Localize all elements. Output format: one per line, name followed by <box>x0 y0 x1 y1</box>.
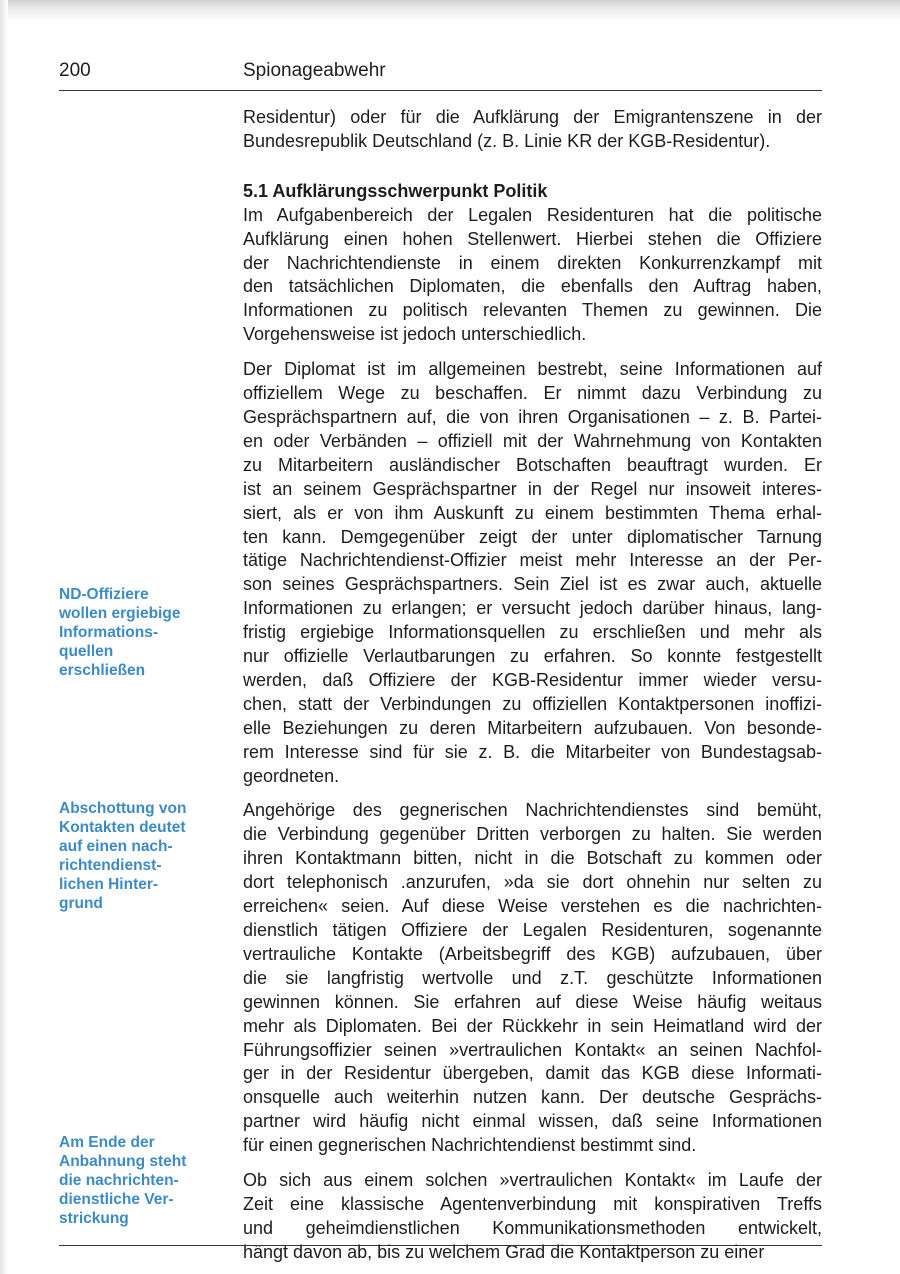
margin-note-line: Kontakten deutet <box>59 819 186 836</box>
text-line: offiziellem Wege zu beschaffen. Er nimmt dazu Verbindung zu <box>243 383 822 404</box>
margin-note-line: grund <box>59 895 103 912</box>
text-line: tätige Nachrichtendienst-Offizier meist mehr Interesse an der Per- <box>243 550 822 571</box>
text-line: fristig ergiebige Informationsquellen zu erschließen und mehr als <box>243 622 822 643</box>
text-line: die sie langfristig wertvolle und z.T. geschützte Informationen <box>243 967 822 988</box>
text-line: Bundesrepublik Deutschland (z. B. Linie KR der KGB-Residentur). <box>243 130 771 151</box>
text-line: Der Diplomat ist im allgemeinen bestrebt, seine Informationen auf <box>243 359 822 380</box>
text-line: onsquelle auch weiterhin nutzen kann. Der deutsche Gesprächs- <box>243 1087 822 1108</box>
text-line: für einen gegnerischen Nachrichtendienst bestimmt sind. <box>243 1135 697 1156</box>
text-line: ist an seinem Gesprächspartner in der Regel nur insoweit interes- <box>243 478 822 499</box>
body-paragraph <box>243 799 822 1158</box>
text-line: rem Interesse sind für sie z. B. die Mitarbeiter von Bundestagsab- <box>243 741 822 762</box>
text-line: Angehörige des gegnerischen Nachrichtendienstes sind bemüht, <box>243 800 822 821</box>
text-line: hängt davon ab, bis zu welchem Grad die Kontaktperson zu einer <box>243 1241 765 1262</box>
text-line: Führungsoffizier seinen »vertraulichen Kontakt« an seinen Nachfol- <box>243 1039 822 1060</box>
text-line: und geheimdienstlichen Kommunikationsmethoden entwickelt, <box>243 1217 822 1238</box>
margin-note-line: Anbahnung steht <box>59 1153 187 1170</box>
margin-note-abschottung <box>59 799 209 913</box>
margin-note-line: richtendienst- <box>59 857 162 874</box>
margin-note-anbahnung <box>59 1133 209 1228</box>
section-paragraphs <box>243 204 822 1265</box>
margin-note-line: Abschottung von <box>59 800 187 817</box>
text-line: dienstlich tätigen Offiziere der Legalen Residenturen, sogenannte <box>243 920 822 940</box>
margin-note-line: strickung <box>59 1210 129 1227</box>
margin-note-line: auf einen nach- <box>59 838 173 855</box>
footer-rule <box>59 1245 822 1246</box>
text-line: den tatsächlichen Diplomaten, die ebenfalls den Auftrag haben, <box>243 276 822 297</box>
text-line: gewinnen können. Sie erfahren auf diese Weise häufig weitaus <box>243 991 822 1012</box>
running-title: Spionageabwehr <box>243 60 386 81</box>
text-line: ten kann. Demgegenüber zeigt der unter diplomatischer Tarnung <box>243 526 822 547</box>
text-line: erreichen« seien. Auf diese Weise verstehen es die nachrichten- <box>243 896 822 917</box>
text-line: Informationen zu politisch relevanten Themen zu gewinnen. Die <box>243 300 822 321</box>
margin-note-line: erschließen <box>59 662 146 679</box>
text-line: siert, als er von ihm Auskunft zu einem bestimmten Thema erhal- <box>243 502 822 523</box>
text-line: der Nachrichtendienste in einem direkten Konkurrenzkampf mit <box>243 252 822 273</box>
margin-note-line: ND-Offiziere <box>59 586 149 603</box>
body-text <box>243 106 822 1274</box>
margin-note-line: Informations- <box>59 624 159 641</box>
text-line: die Verbindung gegenüber Dritten verborgen zu halten. Sie werden <box>243 824 822 845</box>
text-line: dort telephonisch .anzurufen, »da sie dort ohnehin nur selten zu <box>243 872 822 893</box>
margin-note-nd-offiziere <box>59 585 209 680</box>
text-line: Zeit eine klassische Agentenverbindung mit konspirativen Treffs <box>243 1193 822 1214</box>
text-line: geordneten. <box>243 765 340 786</box>
margin-note-line: dienstliche Ver- <box>59 1191 174 1208</box>
text-line: son seines Gesprächspartners. Sein Ziel ist es zwar auch, aktuelle <box>243 574 822 595</box>
body-paragraph <box>243 204 822 347</box>
text-line: vertrauliche Kontakte (Arbeitsbegriff des KGB) aufzubauen, über <box>243 943 822 964</box>
text-line: partner wird häufig nicht einmal wissen, daß seine Informationen <box>243 1111 822 1132</box>
text-line: mehr als Diplomaten. Bei der Rückkehr in sein Heimatland wird der <box>243 1015 822 1036</box>
text-line: ger in der Residentur übergeben, damit das KGB diese Informati- <box>243 1063 822 1084</box>
margin-note-line: Am Ende der <box>59 1134 155 1151</box>
body-paragraph <box>243 358 822 788</box>
text-line: zu Mitarbeitern ausländischer Botschaften beauftragt wurden. Er <box>243 454 822 475</box>
header-rule <box>59 90 822 91</box>
text-line: elle Beziehungen zu deren Mitarbeitern aufzubauen. Von besonde- <box>243 717 822 738</box>
text-line: Aufklärung einen hohen Stellenwert. Hierbei stehen die Offiziere <box>243 228 822 249</box>
text-line: ihren Kontaktmann bitten, nicht in die Botschaft zu kommen oder <box>243 848 822 869</box>
text-line: Informationen zu erlangen; er versucht jedoch darüber hinaus, lang- <box>243 598 822 619</box>
text-line: en oder Verbänden – offiziell mit der Wahrnehmung von Kontakten <box>243 430 822 451</box>
text-line: nur offizielle Verlautbarungen zu erfahren. So konnte festgestellt <box>243 646 822 667</box>
text-line: Residentur) oder für die Aufklärung der Emigrantenszene in der <box>243 107 822 127</box>
section-heading: 5.1 Aufklärungsschwerpunkt Politik <box>243 180 548 201</box>
margin-note-line: die nachrichten- <box>59 1172 179 1189</box>
scan-left-shadow <box>0 0 8 1274</box>
margin-note-line: lichen Hinter- <box>59 876 159 893</box>
text-line: chen, statt der Verbindungen zu offiziellen Kontaktpersonen inoffizi- <box>243 693 822 714</box>
text-line: werden, daß Offiziere der KGB-Residentur immer wieder versu- <box>243 669 822 690</box>
page-number: 200 <box>59 60 91 81</box>
margin-note-line: quellen <box>59 643 114 660</box>
intro-paragraph <box>243 106 822 154</box>
text-line: Ob sich aus einem solchen »vertraulichen Kontakt« im Laufe der <box>243 1170 822 1191</box>
scan-top-shadow <box>0 0 900 22</box>
text-line: Im Aufgabenbereich der Legalen Residenturen hat die politische <box>243 204 822 225</box>
margin-note-line: wollen ergiebige <box>59 605 181 622</box>
text-line: Vorgehensweise ist jedoch unterschiedlich. <box>243 324 587 345</box>
text-line: Gesprächspartnern auf, die von ihren Organisationen – z. B. Partei- <box>243 406 822 427</box>
body-paragraph <box>243 1169 822 1265</box>
